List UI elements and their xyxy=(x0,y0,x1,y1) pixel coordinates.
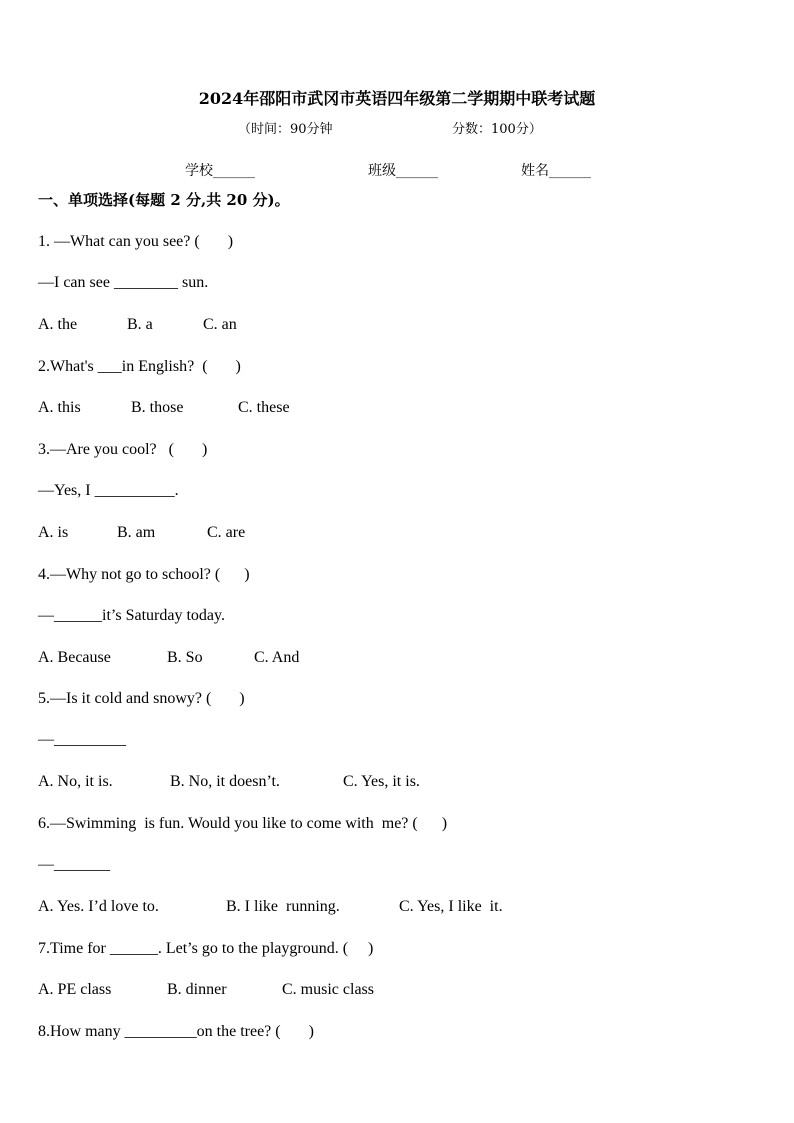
class-field[interactable]: 班级______ xyxy=(368,163,438,179)
option-c[interactable]: C. are xyxy=(207,524,246,541)
question-1-stem: 1. —What can you see? ( ) xyxy=(38,233,234,250)
question-4-answer-line: —______it’s Saturday today. xyxy=(38,607,225,624)
question-4-stem: 4.—Why not go to school? ( ) xyxy=(38,566,250,583)
option-b[interactable]: B. a xyxy=(127,316,153,333)
question-8-stem: 8.How many _________on the tree? ( ) xyxy=(38,1023,314,1040)
option-b[interactable]: B. those xyxy=(131,399,184,416)
question-2-stem: 2.What's ___in English? ( ) xyxy=(38,358,241,375)
page-title: 2024年邵阳市武冈市英语四年级第二学期期中联考试题 xyxy=(198,89,596,108)
exam-time: （时间：90分钟 xyxy=(238,122,333,137)
question-5-stem: 5.—Is it cold and snowy? ( ) xyxy=(38,690,245,707)
option-a[interactable]: A. Because xyxy=(38,649,111,666)
option-c[interactable]: C. an xyxy=(203,316,237,333)
option-c[interactable]: C. And xyxy=(254,649,300,666)
exam-score: 分数：100分） xyxy=(452,122,542,137)
question-6-stem: 6.—Swimming is fun. Would you like to come with me? ( ) xyxy=(38,815,448,832)
option-a[interactable]: A. Yes. I’d love to. xyxy=(38,898,159,915)
question-1-answer-line: —I can see ________ sun. xyxy=(38,274,209,291)
option-c[interactable]: C. Yes, I like it. xyxy=(399,898,503,915)
option-a[interactable]: A. PE class xyxy=(38,981,112,998)
option-a[interactable]: A. this xyxy=(38,399,81,416)
option-c[interactable]: C. these xyxy=(238,399,290,416)
option-b[interactable]: B. dinner xyxy=(167,981,227,998)
option-c[interactable]: C. music class xyxy=(282,981,374,998)
option-b[interactable]: B. So xyxy=(167,649,203,666)
option-c[interactable]: C. Yes, it is. xyxy=(343,773,420,790)
question-5-answer-line: —_________ xyxy=(38,731,126,748)
option-a[interactable]: A. the xyxy=(38,316,78,333)
name-field[interactable]: 姓名______ xyxy=(521,163,591,179)
option-b[interactable]: B. No, it doesn’t. xyxy=(170,773,280,790)
option-a[interactable]: A. No, it is. xyxy=(38,773,113,790)
option-b[interactable]: B. am xyxy=(117,524,156,541)
question-3-stem: 3.—Are you cool? ( ) xyxy=(38,441,208,458)
question-3-answer-line: —Yes, I __________. xyxy=(38,482,179,499)
question-6-answer-line: —_______ xyxy=(38,856,110,873)
option-a[interactable]: A. is xyxy=(38,524,69,541)
option-b[interactable]: B. I like running. xyxy=(226,898,340,915)
school-field[interactable]: 学校______ xyxy=(185,163,255,179)
question-7-stem: 7.Time for ______. Let’s go to the playground. ( ) xyxy=(38,940,374,957)
section-heading: 一、单项选择(每题 2 分,共 20 分)。 xyxy=(38,191,290,209)
